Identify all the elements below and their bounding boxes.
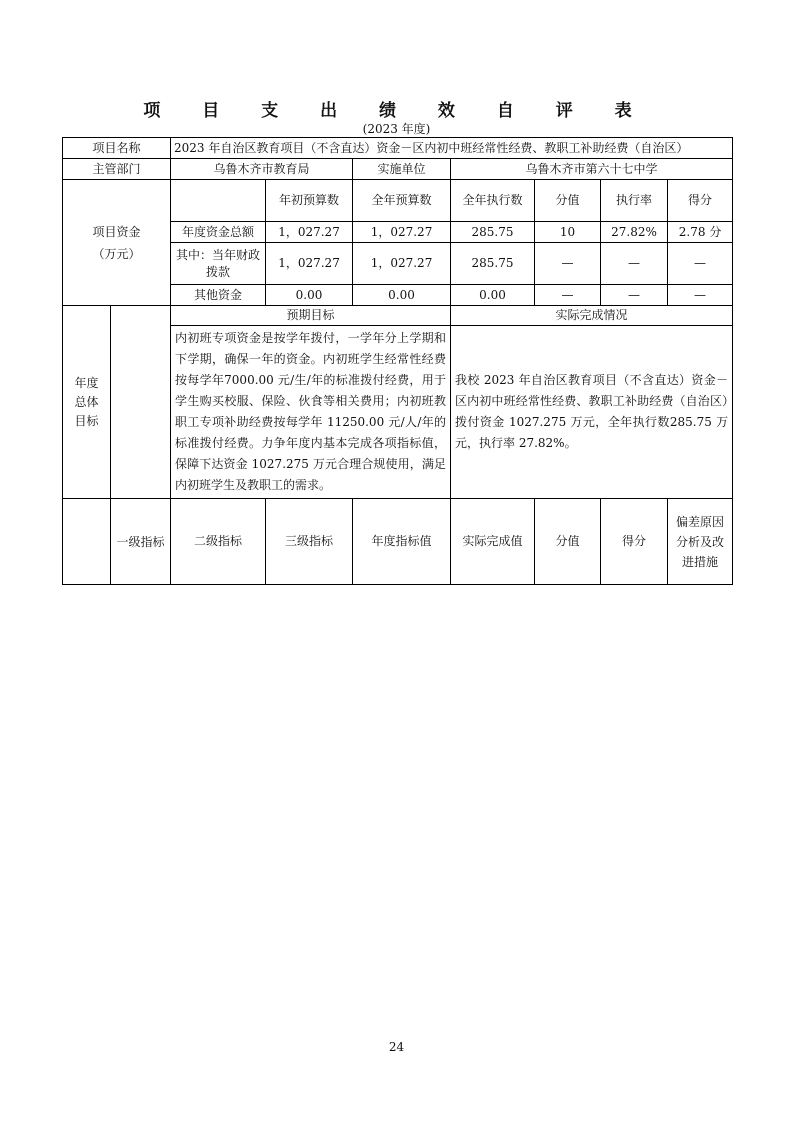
indicator-annual-value-header: 年度指标值 (353, 499, 451, 585)
dept-label: 主管部门 (63, 159, 171, 180)
indicator-level2-header: 二级指标 (171, 499, 266, 585)
funds-score: — (668, 285, 733, 306)
funds-score-value: 10 (535, 222, 601, 243)
indicator-score-header: 得分 (601, 499, 668, 585)
funds-rate-value: 27.82% (601, 222, 668, 243)
goals-label: 年度 总体 目标 (63, 306, 111, 499)
funds-score-value: — (535, 285, 601, 306)
funds-executed-value: 0.00 (451, 285, 535, 306)
funds-annual-value: 1，027.27 (353, 243, 451, 285)
funds-annual-value: 0.00 (353, 285, 451, 306)
goals-blank-cell (111, 306, 171, 499)
funds-executed-value: 285.75 (451, 222, 535, 243)
project-name-row (63, 138, 733, 159)
impl-value: 乌鲁木齐市第六十七中学 (451, 159, 733, 180)
indicators-blank-cell (63, 499, 111, 585)
impl-label: 实施单位 (353, 159, 451, 180)
goals-header-row (63, 306, 733, 326)
funds-row-label: 其中：当年财政拨款 (171, 243, 266, 285)
indicator-score-value-header: 分值 (535, 499, 601, 585)
funds-row-label: 年度资金总额 (171, 222, 266, 243)
project-name-label: 项目名称 (63, 138, 171, 159)
indicators-header-row (63, 499, 733, 585)
funds-score: 2.78 分 (668, 222, 733, 243)
actual-completion-text: 我校 2023 年自治区教育项目（不含直达）资金－区内初中班经常性经费、教职工补助经费（自治区）拨付资金 1027.275 万元，全年执行数285.75 万元，执行率 27.82%。 (451, 326, 733, 499)
funds-header-rate: 执行率 (601, 180, 668, 222)
funds-header-score-value: 分值 (535, 180, 601, 222)
year-subtitle: (2023 年度) (362, 122, 431, 136)
expected-goal-text: 内初班专项资金是按学年拨付，一学年分上学期和下学期，确保一年的资金。内初班学生经常性经费按每学年7000.00 元/生/年的标准拨付经费，用于学生购买校服、保险、伙食等相关费用；内初班教职工专项补助经费按每学年 11250.00 元/人/年的标准拨付经费。力争年度内基本完成各项指标值，保障下达资金 1027.275 万元合理合规使用，满足内初班学生及教职工的需求。 (171, 326, 451, 499)
funds-row-label: 其他资金 (171, 285, 266, 306)
funds-executed-value: 285.75 (451, 243, 535, 285)
funds-header-row (63, 180, 733, 222)
funds-header-executed: 全年执行数 (451, 180, 535, 222)
project-name-value: 2023 年自治区教育项目（不含直达）资金－区内初中班经常性经费、教职工补助经费（自治区） (171, 138, 733, 159)
funds-initial-value: 1，027.27 (266, 243, 353, 285)
funds-label: 项目资金 （万元） (63, 180, 171, 306)
indicator-actual-value-header: 实际完成值 (451, 499, 535, 585)
funds-score: — (668, 243, 733, 285)
page-title: 项 目 支 出 绩 效 自 评 表 (143, 101, 650, 121)
actual-completion-header: 实际完成情况 (451, 306, 733, 326)
page-number: 24 (388, 1040, 405, 1054)
funds-initial-value: 0.00 (266, 285, 353, 306)
dept-value: 乌鲁木齐市教育局 (171, 159, 353, 180)
funds-header-score: 得分 (668, 180, 733, 222)
funds-rate-value: — (601, 285, 668, 306)
funds-header-annual: 全年预算数 (353, 180, 451, 222)
indicator-level1-header: 一级指标 (111, 499, 171, 585)
indicator-level3-header: 三级指标 (266, 499, 353, 585)
evaluation-table (62, 137, 733, 585)
funds-header-initial: 年初预算数 (266, 180, 353, 222)
indicator-deviation-header: 偏差原因分析及改进措施 (668, 499, 733, 585)
funds-initial-value: 1，027.27 (266, 222, 353, 243)
funds-header-blank (171, 180, 266, 222)
funds-score-value: — (535, 243, 601, 285)
funds-annual-value: 1，027.27 (353, 222, 451, 243)
dept-row (63, 159, 733, 180)
funds-rate-value: — (601, 243, 668, 285)
expected-goal-header: 预期目标 (171, 306, 451, 326)
